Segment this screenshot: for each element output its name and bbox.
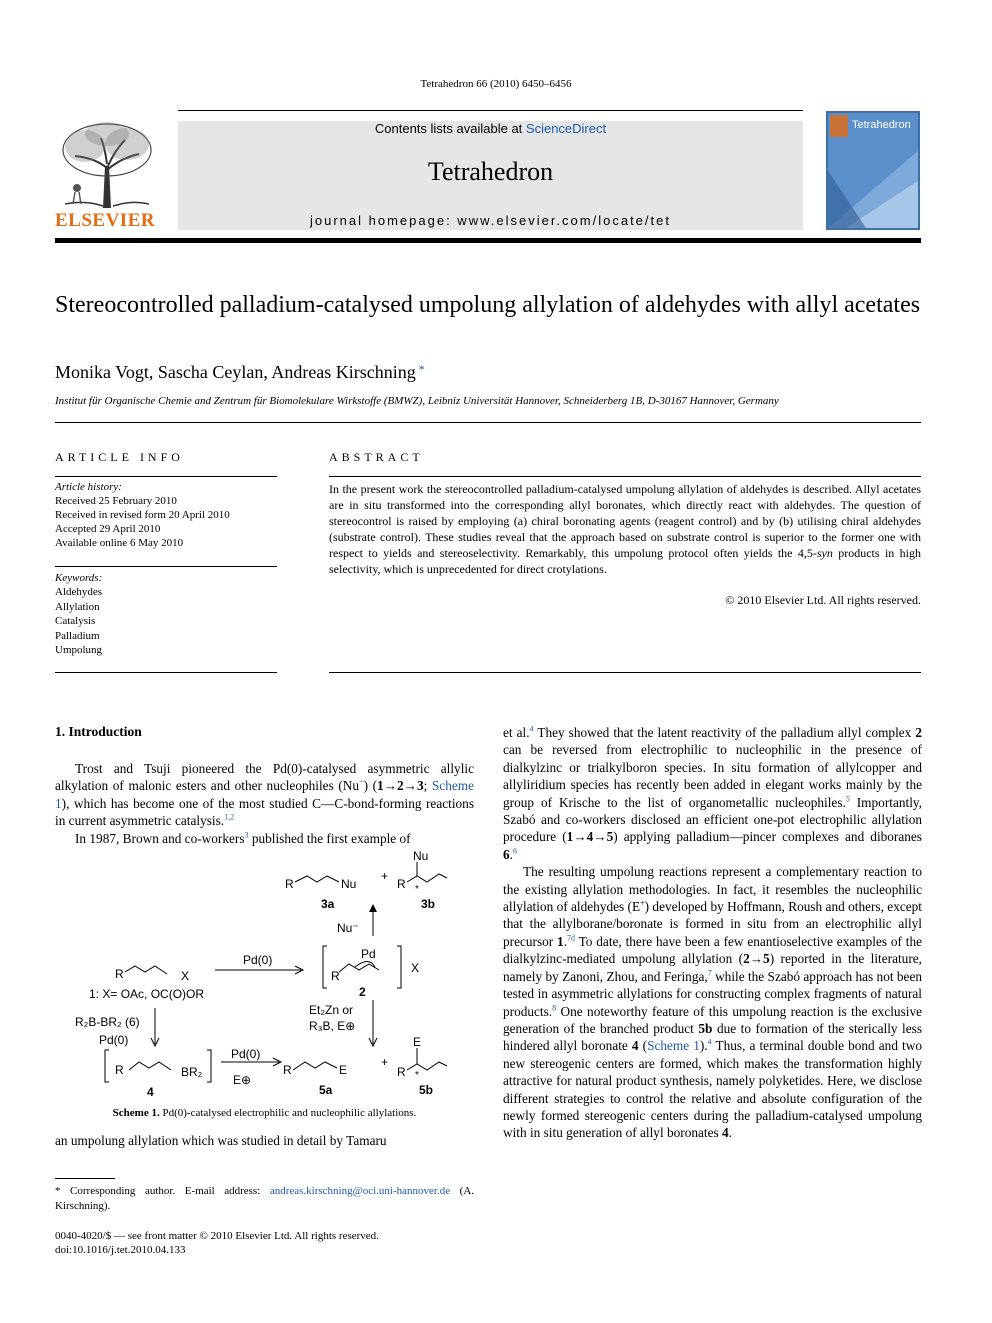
reference-link[interactable]: 8 bbox=[552, 1003, 557, 1013]
text: ) developed by Hoffmann, Roush and others, except that the allylborane/boronate is formed in situ from an electrophilic allyl precursor bbox=[503, 899, 922, 949]
intro-paragraph-1 bbox=[55, 760, 474, 830]
label-r: R bbox=[115, 967, 124, 981]
label-star: * bbox=[415, 1070, 419, 1081]
label-pd: Pd bbox=[361, 947, 376, 961]
keyword: Palladium bbox=[55, 629, 100, 642]
arrow: → bbox=[573, 829, 587, 845]
corresponding-author-footnote bbox=[55, 1184, 474, 1214]
elsevier-tree-icon bbox=[55, 118, 155, 210]
contents-line bbox=[178, 121, 803, 136]
corresponding-author-mark[interactable]: * bbox=[418, 362, 425, 376]
keywords-label: Keywords: bbox=[55, 572, 103, 584]
header-rule bbox=[178, 110, 803, 111]
compound-ref: 2 bbox=[915, 725, 923, 740]
text: Importantly, Szabó and co-workers disclosed an efficient one-pot electrophilic allylation procedure ( bbox=[503, 794, 922, 845]
superscript: + bbox=[640, 898, 645, 908]
scheme-link[interactable]: Scheme 1 bbox=[55, 778, 474, 811]
label-borylation-pd: Pd(0) bbox=[99, 1033, 129, 1047]
caption-label: Scheme 1. bbox=[112, 1107, 160, 1119]
keyword: Catalysis bbox=[55, 615, 96, 628]
elsevier-wordmark: ELSEVIER bbox=[55, 210, 156, 231]
intro-paragraph-2 bbox=[55, 830, 474, 847]
compound-ref: 3 bbox=[416, 778, 424, 794]
label-r3b: R₃B, E⊕ bbox=[309, 1019, 356, 1033]
compound-ref: 4 bbox=[721, 1125, 729, 1141]
text: The resulting umpolung reactions represent a complementary reaction to the existing allylation methodologies. In fact, it resembles the nucleophilic allylation of aldehydes (E bbox=[503, 864, 922, 915]
text: . bbox=[509, 846, 513, 862]
text: ) applying palladium—pincer complexes and diboranes bbox=[613, 829, 922, 845]
rule-info-3 bbox=[55, 672, 277, 673]
chain-1 bbox=[125, 966, 167, 974]
text: In 1987, Brown and co-workers bbox=[75, 830, 245, 846]
text: ) reported in the literature, namely by Zanoni, Zhou, and Feringa, bbox=[503, 951, 922, 984]
text: . bbox=[563, 933, 568, 949]
author-names: Monika Vogt, Sascha Ceylan, Andreas Kirschning bbox=[55, 362, 416, 382]
label-pd0: Pd(0) bbox=[243, 953, 273, 967]
compound-ref: 4 bbox=[586, 829, 594, 845]
chain-3b bbox=[407, 874, 447, 882]
abstract-heading: ABSTRACT bbox=[329, 450, 424, 464]
label-e: E bbox=[339, 1063, 348, 1077]
right-column bbox=[503, 724, 922, 1142]
scheme-1-caption bbox=[55, 1107, 474, 1119]
scheme-1-drawing bbox=[55, 848, 474, 1108]
compound-ref: 6 bbox=[503, 846, 510, 862]
caption-text: Pd(0)-catalysed electrophilic and nucleophilic allylations. bbox=[159, 1107, 417, 1119]
label-borylation: R₂B-BR₂ (6) bbox=[75, 1015, 140, 1029]
compound-ref: 1 bbox=[566, 829, 574, 845]
right-paragraph-2 bbox=[503, 863, 922, 1142]
label-c4: 4 bbox=[147, 1085, 154, 1099]
article-history bbox=[55, 480, 230, 550]
rule-info-2 bbox=[55, 566, 277, 567]
abstract-part: products in high selectivity, which is unprecedented for direct crotylations. bbox=[329, 546, 921, 576]
label-c2: 2 bbox=[359, 985, 366, 999]
compound-ref: 5 bbox=[606, 829, 614, 845]
history-label: Article history: bbox=[55, 481, 122, 493]
history-revised: Received in revised form 20 April 2010 bbox=[55, 509, 230, 521]
arrow: → bbox=[383, 778, 397, 794]
text: et al. bbox=[503, 725, 530, 740]
right-paragraph-1 bbox=[503, 724, 922, 863]
scheme-1 bbox=[55, 848, 474, 1108]
text: . bbox=[728, 1125, 732, 1141]
rule-after-affiliation bbox=[55, 422, 921, 423]
journal-name: Tetrahedron bbox=[427, 157, 554, 186]
compound-ref: 2 bbox=[743, 951, 750, 967]
label-nu-minus: Nu⁻ bbox=[337, 921, 359, 935]
abstract-copyright: © 2010 Elsevier Ltd. All rights reserved. bbox=[725, 593, 921, 607]
keyword: Allylation bbox=[55, 600, 100, 613]
label-plus: + bbox=[381, 869, 389, 883]
label-x: X bbox=[181, 969, 190, 983]
text: ; bbox=[423, 778, 432, 794]
label-c5b: 5b bbox=[419, 1083, 434, 1097]
journal-citation: Tetrahedron 66 (2010) 6450–6456 bbox=[420, 78, 572, 90]
chain-5a bbox=[293, 1062, 337, 1070]
label-r: R bbox=[397, 877, 406, 891]
email-link[interactable]: andreas.kirschning@oci.uni-hannover.de bbox=[269, 1185, 451, 1197]
history-received: Received 25 February 2010 bbox=[55, 495, 177, 507]
text: * Corresponding author. E-mail address: bbox=[55, 1185, 270, 1197]
compound-ref: 1 bbox=[557, 933, 564, 949]
compound-ref: 5b bbox=[698, 1020, 713, 1036]
text: They showed that the latent reactivity of the palladium allyl complex bbox=[533, 725, 916, 740]
rule-abstract-1 bbox=[329, 476, 921, 477]
label-plus: + bbox=[381, 1055, 389, 1069]
abstract-text bbox=[329, 481, 921, 577]
compound-ref: 5 bbox=[763, 951, 770, 967]
bottom-info bbox=[55, 1229, 379, 1257]
scheme-link[interactable]: Scheme 1 bbox=[647, 1038, 700, 1054]
rule-info-1 bbox=[55, 476, 277, 477]
issn-line: 0040-4020/$ — see front matter © 2010 Elsevier Ltd. All rights reserved. bbox=[55, 1230, 379, 1242]
label-r: R bbox=[283, 1063, 292, 1077]
label-r: R bbox=[285, 877, 294, 891]
rule-abstract-2 bbox=[329, 672, 921, 673]
abstract-syn: syn bbox=[816, 546, 833, 560]
chain-3a bbox=[295, 876, 339, 882]
affiliation: Institut für Organische Chemie and Zentrum für Biomolekulare Wirkstoffe (BMWZ), Leibniz Universität Hannover, Schneiderberg 1B, D-30167 Hannover, Germany bbox=[55, 395, 779, 407]
superscript: − bbox=[359, 777, 364, 787]
label-r: R bbox=[397, 1065, 406, 1079]
history-accepted: Accepted 29 April 2010 bbox=[55, 523, 161, 535]
text: One noteworthy feature of this umpolung reaction is the exclusive generation of the branched product bbox=[503, 1003, 922, 1036]
keyword: Aldehydes bbox=[55, 586, 103, 599]
intro-paragraphs bbox=[55, 760, 474, 847]
arrow: → bbox=[749, 951, 764, 967]
journal-banner bbox=[178, 121, 803, 230]
article-info-heading: ARTICLE INFO bbox=[55, 450, 184, 464]
header-thick-rule bbox=[55, 238, 921, 243]
label-star: * bbox=[415, 884, 419, 895]
label-e: E bbox=[413, 1035, 422, 1049]
reference-link[interactable]: 4 bbox=[529, 724, 534, 734]
label-pd0: Pd(0) bbox=[231, 1047, 261, 1061]
footnote-rule bbox=[55, 1178, 115, 1179]
label-c1-def: 1: X= OAc, OC(O)OR bbox=[89, 987, 205, 1001]
label-c5a: 5a bbox=[319, 1083, 333, 1097]
label-nu: Nu bbox=[413, 849, 429, 863]
allyl-2 bbox=[339, 964, 379, 972]
reference-link[interactable]: 6 bbox=[512, 846, 517, 856]
article-title: Stereocontrolled palladium-catalysed umpolung allylation of aldehydes with allyl acetates bbox=[55, 292, 921, 318]
text: ( bbox=[638, 1038, 648, 1054]
text: due to formation of the sterically less hindered allyl boronate bbox=[503, 1020, 923, 1054]
arrow: → bbox=[403, 778, 417, 794]
reference-link[interactable]: 7 bbox=[707, 968, 712, 978]
cover-title: Tetrahedron bbox=[852, 119, 911, 131]
history-online: Available online 6 May 2010 bbox=[55, 537, 184, 549]
author-list bbox=[55, 362, 425, 383]
keywords bbox=[55, 571, 102, 657]
section-heading-introduction: 1. Introduction bbox=[55, 724, 142, 739]
reference-link[interactable]: 3 bbox=[244, 830, 249, 840]
text: published the first example of bbox=[248, 830, 411, 846]
contents-prefix: Contents lists available at bbox=[374, 121, 526, 136]
label-et2zn: Et₂Zn or bbox=[309, 1003, 354, 1017]
abstract-part: In the present work the stereocontrolled palladium-catalysed umpolung allylation of aldehydes is described. Allyl acetates are in situ transformed into the corresponding allyl boronates, which directly react with aldehydes. The question of stereocontrol is raised by employing (a) chiral boronating agents (reagent control) and by (b) utilising chiral aldehydes (substrate control). These studies reveal that the approach based on substrate control is superior to the former one with respect to yields and stereoselectivity. Remarkably, this umpolung protocol often yields the 4,5- bbox=[329, 482, 921, 560]
label-c3a: 3a bbox=[321, 897, 335, 911]
text: can be reversed from electrophilic to nucleophilic in the presence of dialkylzinc or trialkylboron species. In situ formation of allylcopper and allyliridium species has recently been added in elegant works mainly by the group of Krische to the list of organometallic nucleophiles. bbox=[503, 742, 922, 810]
reference-link[interactable]: 1,2 bbox=[224, 812, 235, 822]
arrow: → bbox=[593, 829, 607, 845]
label-br2: BR₂ bbox=[181, 1065, 203, 1079]
text: ), which has become one of the most studied C—C-bond-forming reactions in current asymmetric catalysis. bbox=[55, 795, 474, 829]
keyword: Umpolung bbox=[55, 644, 103, 657]
doi-line: doi:10.1016/j.tet.2010.04.133 bbox=[55, 1244, 186, 1256]
reference-link[interactable]: 4 bbox=[707, 1037, 712, 1047]
compound-ref: 1 bbox=[377, 778, 384, 794]
text: ) ( bbox=[363, 778, 378, 794]
label-nu: Nu bbox=[341, 877, 357, 891]
text: Thus, a terminal double bond and two new stereogenic centers are formed, which makes the transformation highly attractive for natural product synthesis, namely polyketides. Here, we disclose different strategies to control the relative and absolute configuration of the newly formed stereogenic centers during the palladium-catalysed umpolung with in situ generation of allyl boronates bbox=[503, 1038, 922, 1141]
label-r: R bbox=[115, 1063, 124, 1077]
label-r: R bbox=[331, 969, 340, 983]
label-c3b: 3b bbox=[421, 897, 436, 911]
text: Trost and Tsuji pioneered the Pd(0)-catalysed asymmetric allylic alkylation of malonic esters and other nucleophiles (Nu bbox=[55, 761, 474, 794]
label-x: X bbox=[411, 961, 420, 975]
reference-link[interactable]: 7d bbox=[567, 933, 576, 943]
text: while the Szabó approach has not been tested in asymmetric allylations for constructing complex fragments of natural products. bbox=[503, 968, 922, 1019]
compound-ref: 2 bbox=[396, 778, 404, 794]
text: (A. Kirschning). bbox=[55, 1185, 475, 1212]
label-e-plus: E⊕ bbox=[233, 1073, 252, 1087]
reference-link[interactable]: 5 bbox=[845, 794, 850, 804]
chain-5b bbox=[407, 1062, 447, 1070]
sciencedirect-link[interactable]: ScienceDirect bbox=[525, 121, 607, 136]
text: ). bbox=[699, 1038, 708, 1054]
chain-4 bbox=[129, 1062, 171, 1070]
compound-ref: 4 bbox=[631, 1038, 639, 1054]
text: To date, there have been a few enantioselective examples of the dialkylzinc-mediated umpolung allylation ( bbox=[503, 933, 922, 967]
journal-cover bbox=[826, 111, 920, 230]
intro-paragraph-2-continued: an umpolung allylation which was studied in detail by Tamaru bbox=[55, 1133, 387, 1148]
journal-homepage[interactable]: journal homepage: www.elsevier.com/locate/tet bbox=[310, 213, 671, 228]
